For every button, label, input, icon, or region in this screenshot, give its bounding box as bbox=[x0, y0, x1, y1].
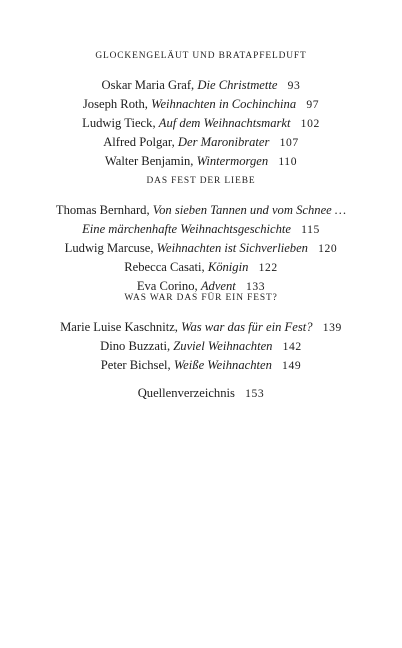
entry-author: Rebecca Casati, bbox=[124, 260, 205, 274]
entry-page-number: 149 bbox=[282, 359, 302, 372]
entry-title: Auf dem Weihnachtsmarkt bbox=[158, 116, 291, 130]
toc-entry bbox=[0, 132, 402, 153]
section-heading: DAS FEST DER LIEBE bbox=[146, 176, 256, 186]
entry-page-number: 110 bbox=[278, 155, 298, 168]
entry-title: Weiße Weihnachten bbox=[173, 358, 272, 372]
entry-title: Der Maronibrater bbox=[177, 135, 270, 149]
toc-entry bbox=[0, 238, 402, 259]
entry-author: Peter Bichsel, bbox=[100, 358, 171, 372]
entry-title: Wintermorgen bbox=[196, 154, 269, 168]
entry-page-number: 120 bbox=[318, 242, 338, 255]
entry-author: Thomas Bernhard, bbox=[55, 203, 150, 217]
entry-author: Alfred Polgar, bbox=[103, 135, 175, 149]
toc-entry bbox=[0, 257, 402, 278]
entry-page-number: 139 bbox=[322, 321, 342, 334]
toc-entry bbox=[0, 94, 402, 115]
entry-author: Walter Benjamin, bbox=[104, 154, 194, 168]
entry-author: Joseph Roth, bbox=[82, 97, 148, 111]
entry-author: Ludwig Marcuse, bbox=[64, 241, 154, 255]
entry-page-number: 97 bbox=[306, 98, 320, 111]
toc-entry bbox=[0, 355, 402, 376]
section-heading: WAS WAR DAS FÜR EIN FEST? bbox=[124, 293, 278, 303]
toc-entry bbox=[0, 317, 402, 338]
entry-title: Was war das für ein Fest? bbox=[181, 320, 313, 334]
entry-author: Eva Corino, bbox=[136, 279, 198, 293]
entry-title: Advent bbox=[200, 279, 236, 293]
entry-author: Oskar Maria Graf, bbox=[101, 78, 195, 92]
section-heading: GLOCKENGELÄUT UND BRATAPFELDUFT bbox=[95, 51, 307, 61]
toc-entry bbox=[0, 75, 402, 96]
entry-page-number: 122 bbox=[258, 261, 278, 274]
entry-page-number: 102 bbox=[300, 117, 320, 130]
entry-page-number: 133 bbox=[245, 280, 266, 293]
entry-title: Königin bbox=[207, 260, 249, 274]
entry-author: Ludwig Tieck, bbox=[82, 116, 156, 130]
toc-entry bbox=[0, 151, 402, 172]
entry-title: Eine märchenhafte Weihnachtsgeschichte bbox=[82, 222, 291, 236]
entry-title: Weihnachten ist Sichverlieben bbox=[156, 241, 308, 255]
toc-entry-sources bbox=[0, 383, 402, 404]
toc-entry bbox=[0, 219, 402, 240]
entry-author: Dino Buzzati, bbox=[100, 339, 171, 353]
entry-page-number: 93 bbox=[287, 79, 301, 92]
entry-page-number: 153 bbox=[245, 387, 265, 400]
entry-author: Marie Luise Kaschnitz, bbox=[60, 320, 178, 334]
entry-title: Zuviel Weihnachten bbox=[173, 339, 273, 353]
entry-page-number: 107 bbox=[279, 136, 299, 149]
entry-page-number: 115 bbox=[301, 223, 320, 236]
entry-title: Die Christmette bbox=[197, 78, 278, 92]
toc-entry bbox=[0, 113, 402, 134]
entry-label: Quellenverzeichnis bbox=[137, 386, 235, 400]
entry-page-number: 142 bbox=[282, 340, 302, 353]
entry-title: Weihnachten in Cochinchina bbox=[151, 97, 297, 111]
entry-title: Von sieben Tannen und vom Schnee … bbox=[152, 203, 347, 217]
toc-entry bbox=[0, 336, 402, 357]
toc-entry bbox=[0, 200, 402, 220]
